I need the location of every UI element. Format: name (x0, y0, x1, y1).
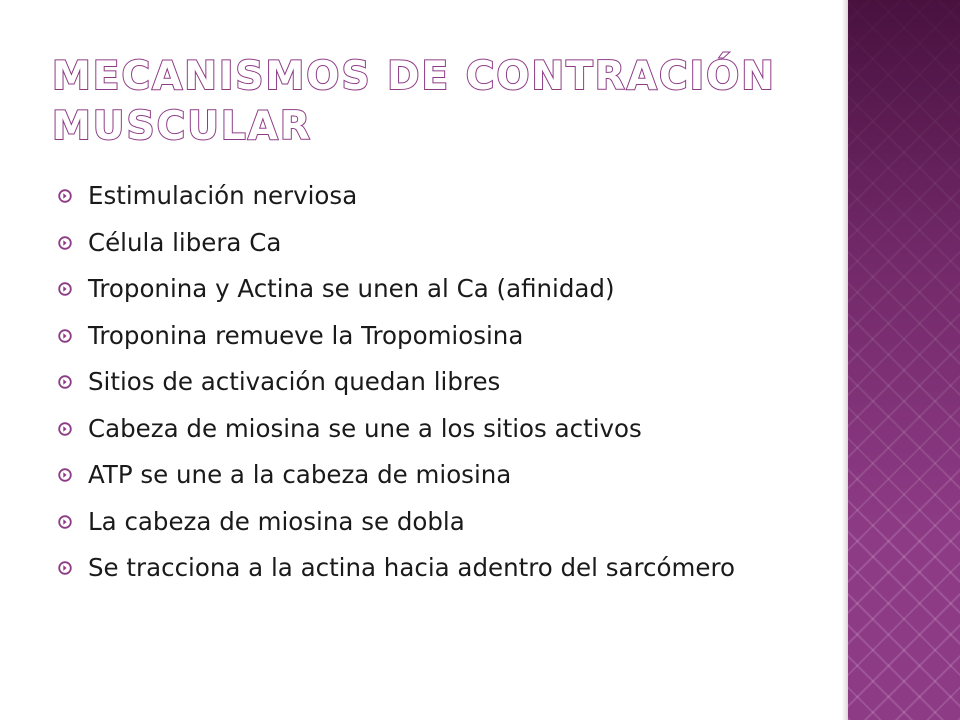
bullet-list (58, 178, 818, 597)
bullet-text: ATP se une a la cabeza de miosina (88, 460, 512, 489)
decorative-side-panel (848, 0, 960, 720)
bullet-item (58, 318, 818, 353)
circled-arrow-icon (58, 515, 72, 529)
bullet-text: Cabeza de miosina se une a los sitios activos (88, 413, 642, 443)
bullet-item (58, 364, 818, 399)
bullet-item (58, 411, 818, 446)
bullet-text: Troponina y Actina se unen al Ca (afinidad) (88, 274, 615, 303)
bullet-text: Troponina remueve la Tropomiosina (88, 320, 524, 350)
bullet-item (58, 271, 818, 306)
bullet-text: La cabeza de miosina se dobla (88, 506, 465, 536)
bullet-item (58, 178, 818, 213)
circled-arrow-icon (58, 329, 72, 343)
circled-arrow-icon (58, 282, 72, 296)
bullet-text: Estimulación nerviosa (88, 181, 358, 210)
bullet-text: Sitios de activación quedan libres (88, 367, 501, 396)
circled-arrow-icon (58, 236, 72, 250)
bullet-item (58, 457, 818, 492)
slide-title: MECANISMOS DE CONTRACIÓN MUSCULAR (52, 54, 776, 149)
circled-arrow-icon (58, 375, 72, 389)
bullet-item (58, 225, 818, 260)
circled-arrow-icon (58, 561, 72, 575)
bullet-text: Célula libera Ca (88, 227, 282, 257)
circled-arrow-icon (58, 422, 72, 436)
bullet-text: Se tracciona a la actina hacia adentro del sarcómero (88, 553, 735, 582)
bullet-item (58, 550, 818, 585)
bullet-item (58, 504, 818, 539)
circled-arrow-icon (58, 189, 72, 203)
circled-arrow-icon (58, 468, 72, 482)
